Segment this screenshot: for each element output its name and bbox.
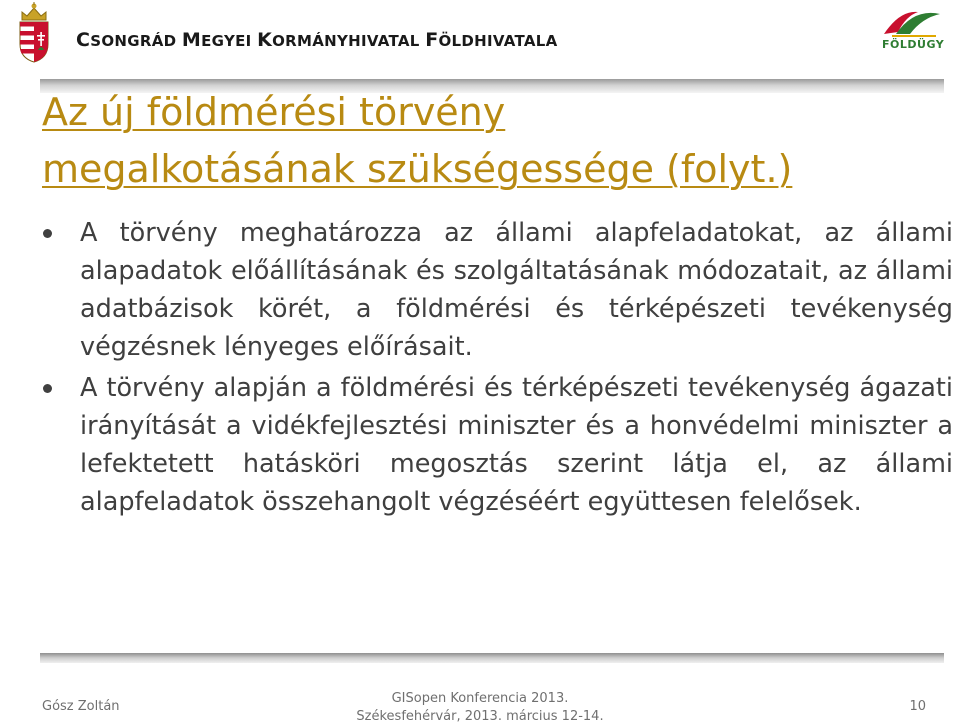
footer-divider xyxy=(40,653,944,663)
foldugy-logo-text: FÖLDÜGY xyxy=(882,38,945,51)
organization-name-segment: K xyxy=(257,29,273,51)
slide-title-line1: Az új földmérési törvény xyxy=(42,90,506,134)
organization-name-segment: F xyxy=(425,29,439,51)
organization-name-segment: SONGRÁD xyxy=(90,32,182,50)
footer-author: Gósz Zoltán xyxy=(42,699,120,714)
organization-name-segment: ORMÁNYHIVATAL xyxy=(272,32,426,50)
slide-title-line2: megalkotásának szükségessége (folyt.) xyxy=(42,147,793,191)
footer-conference xyxy=(330,690,630,726)
organization-name xyxy=(76,29,558,51)
bullet-icon xyxy=(43,384,52,393)
organization-name-segment: ÖLDHIVATALA xyxy=(438,32,558,50)
page-number: 10 xyxy=(909,699,926,714)
slide-header xyxy=(0,0,959,80)
footer-conference-place-date: Székesfehérvár, 2013. március 12-14. xyxy=(356,709,604,724)
slide-body xyxy=(40,214,953,524)
bullet-icon xyxy=(43,229,52,238)
footer-conference-name: GISopen Konferencia 2013. xyxy=(391,691,569,706)
bullet-item xyxy=(40,369,953,521)
organization-name-segment: M xyxy=(181,29,202,51)
bullet-text: A törvény alapján a földmérési és térképészeti tevékenység ágazati irányítását a vidékfejlesztési miniszter és a honvédelmi miniszter a lefektetett hatásköri megosztás szerint látja el, az állami alapfeladatok összehangolt végzéséért együttesen felelősek. xyxy=(80,373,953,517)
bullet-item xyxy=(40,214,953,366)
organization-name-segment: C xyxy=(76,29,91,51)
slide-title xyxy=(42,84,942,198)
hungarian-coat-of-arms-icon xyxy=(14,2,54,64)
organization-name-segment: EGYEI xyxy=(201,32,258,50)
bullet-text: A törvény meghatározza az állami alapfeladatokat, az állami alapadatok előállításának és szolgáltatásának módozatait, az állami adatbázisok körét, a földmérési és térképészeti tevékenység végzésnek lényeges előírásait. xyxy=(80,218,953,362)
